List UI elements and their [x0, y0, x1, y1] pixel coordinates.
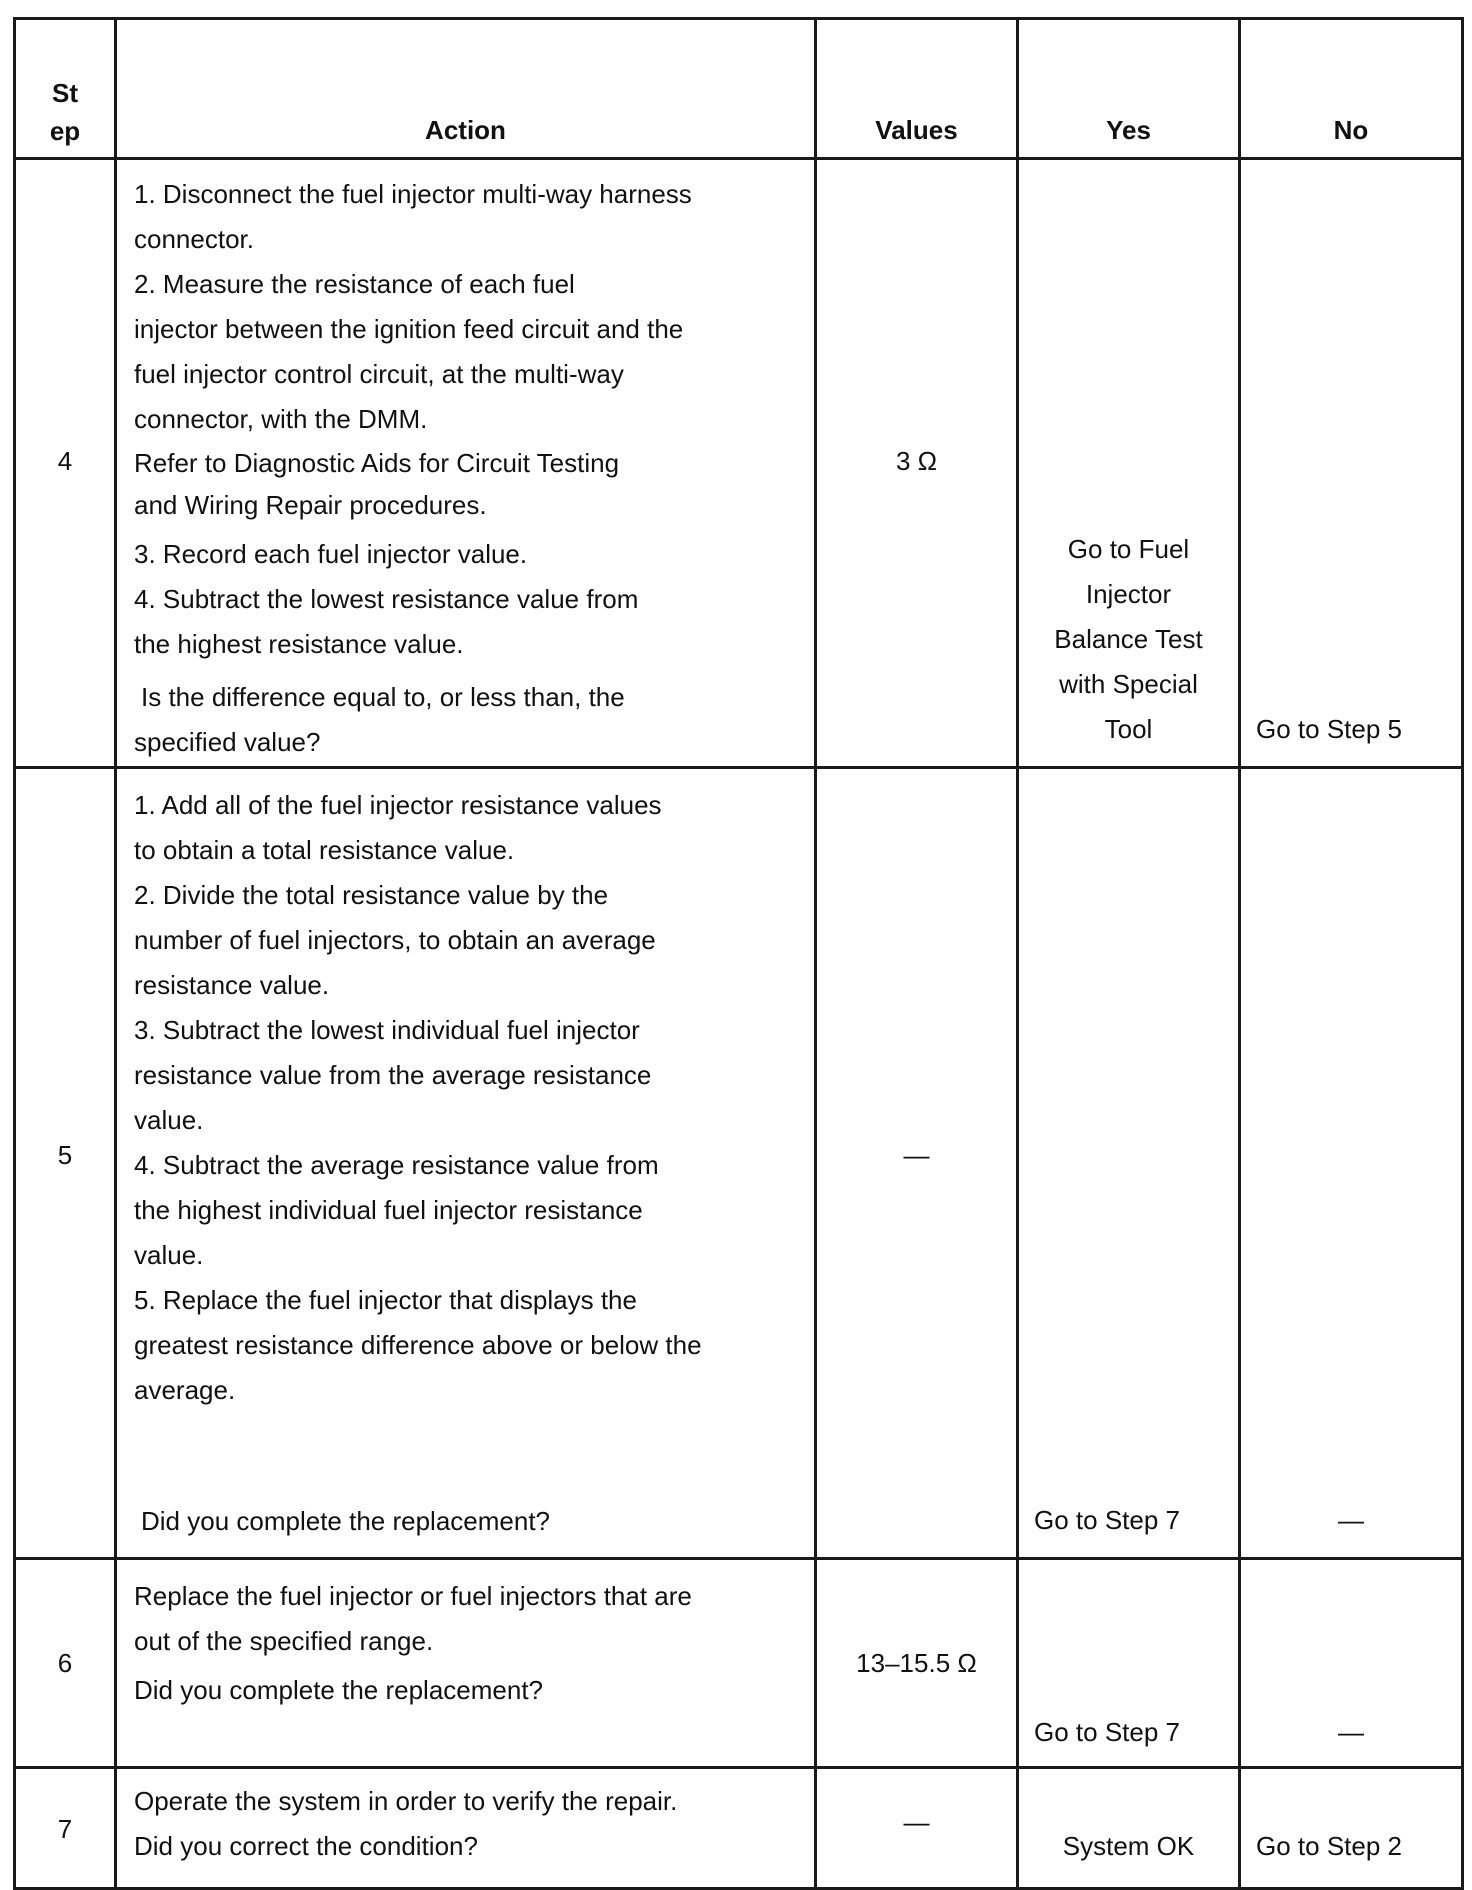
yes-line: Tool — [1104, 714, 1153, 744]
action-question: Did you complete the replacement? — [141, 1506, 551, 1536]
action-line: out of the specified range. — [134, 1626, 434, 1656]
value-text: 3 Ω — [895, 446, 938, 476]
action-line: number of fuel injectors, to obtain an average — [134, 925, 656, 955]
action-line: resistance value from the average resistance — [134, 1060, 652, 1090]
action-question: specified value? — [134, 727, 321, 757]
yes-cell — [1018, 159, 1240, 768]
table-row — [15, 159, 1463, 768]
header-yes: Yes — [1018, 19, 1240, 159]
action-cell — [116, 1559, 816, 1768]
values-cell — [816, 1768, 1018, 1889]
yes-line: with Special — [1059, 669, 1198, 699]
yes-text: System OK — [1062, 1831, 1195, 1861]
step-cell — [15, 159, 116, 768]
header-step — [15, 19, 116, 159]
action-line: resistance value. — [134, 970, 330, 1000]
action-line: 1. Disconnect the fuel injector multi-way harness — [134, 179, 692, 209]
values-cell — [816, 768, 1018, 1559]
action-line: injector between the ignition feed circuit and the — [134, 314, 684, 344]
action-cell — [116, 768, 816, 1559]
table-row — [15, 1559, 1463, 1768]
action-line: Replace the fuel injector or fuel injectors that are — [134, 1581, 692, 1611]
action-line: the highest resistance value. — [134, 629, 464, 659]
table-row — [15, 768, 1463, 1559]
action-question: Did you correct the condition? — [134, 1831, 478, 1861]
action-line: Refer to Diagnostic Aids for Circuit Testing — [134, 448, 620, 478]
header-step-line2: ep — [49, 116, 81, 146]
action-line: fuel injector control circuit, at the multi-way — [134, 359, 624, 389]
yes-text: Go to Step 7 — [1034, 1717, 1180, 1747]
values-cell — [816, 1559, 1018, 1768]
header-row — [15, 19, 1463, 159]
action-line: greatest resistance difference above or below the — [134, 1330, 702, 1360]
action-line: 5. Replace the fuel injector that displays the — [134, 1285, 637, 1315]
action-line: and Wiring Repair procedures. — [134, 490, 487, 520]
action-line: value. — [134, 1105, 204, 1135]
value-text: — — [903, 1140, 930, 1170]
action-line: 2. Divide the total resistance value by the — [134, 880, 609, 910]
action-line: connector, with the DMM. — [134, 404, 428, 434]
action-line: 3. Record each fuel injector value. — [134, 539, 528, 569]
action-cell — [116, 1768, 816, 1889]
header-action: Action — [116, 19, 816, 159]
step-cell — [15, 768, 116, 1559]
yes-line: Injector — [1085, 579, 1172, 609]
no-cell — [1240, 1768, 1463, 1889]
step-cell — [15, 1559, 116, 1768]
yes-cell — [1018, 768, 1240, 1559]
action-line: 2. Measure the resistance of each fuel — [134, 269, 575, 299]
action-question: Is the difference equal to, or less than, the — [141, 682, 625, 712]
header-no: No — [1240, 19, 1463, 159]
step-number: 5 — [57, 1140, 73, 1170]
header-values: Values — [816, 19, 1018, 159]
no-text: Go to Step 2 — [1256, 1831, 1402, 1861]
step-number: 7 — [57, 1814, 73, 1844]
table-row — [15, 1768, 1463, 1889]
action-question: Did you complete the replacement? — [134, 1675, 544, 1705]
action-line: 4. Subtract the average resistance value from — [134, 1150, 659, 1180]
no-cell — [1240, 159, 1463, 768]
diagnostic-table — [13, 17, 1464, 1890]
action-line: Operate the system in order to verify the repair. — [134, 1786, 678, 1816]
values-cell — [816, 159, 1018, 768]
action-line: to obtain a total resistance value. — [134, 835, 515, 865]
action-line: value. — [134, 1240, 204, 1270]
step-number: 6 — [57, 1648, 73, 1678]
yes-line: Balance Test — [1054, 624, 1203, 654]
no-cell — [1240, 1559, 1463, 1768]
yes-cell — [1018, 1768, 1240, 1889]
yes-line: Go to Fuel — [1067, 534, 1190, 564]
action-line: 1. Add all of the fuel injector resistance values — [134, 790, 662, 820]
action-line: 4. Subtract the lowest resistance value from — [134, 584, 639, 614]
step-number: 4 — [57, 446, 73, 476]
value-text: — — [903, 1807, 930, 1837]
action-line: connector. — [134, 224, 254, 254]
yes-cell — [1018, 1559, 1240, 1768]
value-text: 13–15.5 Ω — [856, 1648, 977, 1678]
action-line: 3. Subtract the lowest individual fuel injector — [134, 1015, 640, 1045]
no-text: — — [1338, 1505, 1364, 1535]
no-text: Go to Step 5 — [1256, 714, 1402, 744]
no-text: — — [1338, 1717, 1364, 1747]
action-line: the highest individual fuel injector resistance — [134, 1195, 643, 1225]
yes-text: Go to Step 7 — [1034, 1505, 1180, 1535]
no-cell — [1240, 768, 1463, 1559]
action-cell — [116, 159, 816, 768]
step-cell — [15, 1768, 116, 1889]
action-line: average. — [134, 1375, 236, 1405]
header-step-line1: St — [52, 78, 78, 108]
